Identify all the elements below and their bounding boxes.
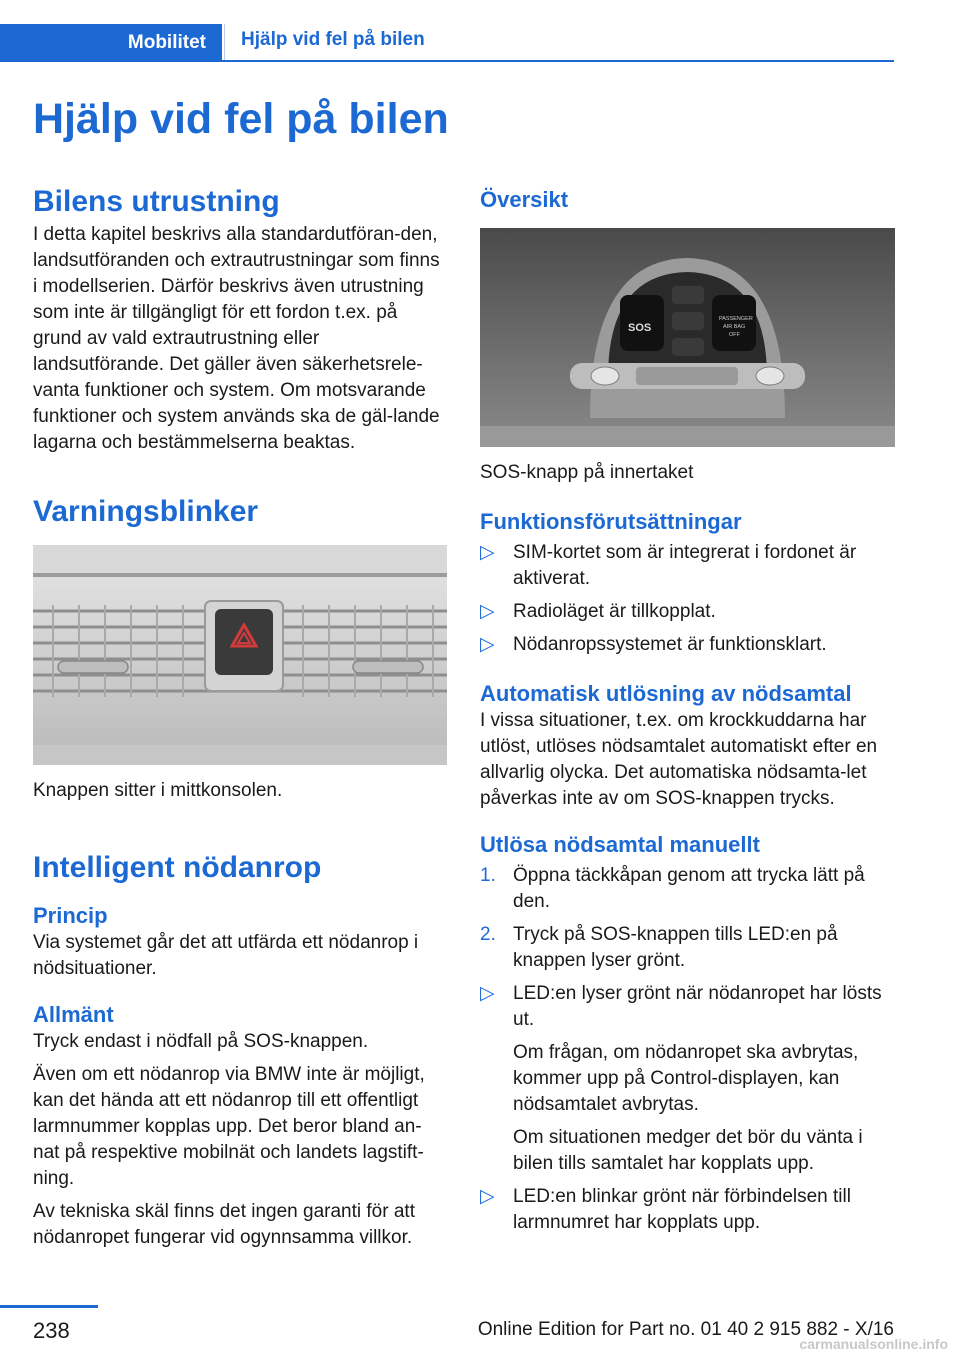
bullet-marker: ▷ xyxy=(480,634,495,655)
bullet-marker: ▷ xyxy=(480,542,495,563)
bullet-marker: ▷ xyxy=(480,983,495,1004)
list-item: ▷ Nödanropssystemet är funktionsklart. xyxy=(480,632,895,658)
overview-heading: Översikt xyxy=(480,187,569,212)
general-heading: Allmänt xyxy=(33,1002,114,1027)
general-text-2: Även om ett nödanrop via BMW inte är möjligt, kan det hända att ett nödanrop till ett offentligt larmnummer kopplas upp. Det beror bland an-nat på respektive mobilnät och landets lagstift-ning. xyxy=(33,1064,425,1189)
edition-text: Online Edition for Part no. 01 40 2 915 882 - X/16 xyxy=(477,1319,894,1340)
airbag-label-3: OFF xyxy=(729,332,740,338)
automatic-heading: Automatisk utlösning av nödsamtal xyxy=(480,681,852,706)
section-tab: Mobilitet xyxy=(0,24,222,62)
header-rule xyxy=(222,60,894,62)
page-number: 238 xyxy=(33,1318,70,1343)
principle-heading: Princip xyxy=(33,903,108,928)
list-item: ▷ SIM-kortet som är integrerat i fordonet är aktiverat. xyxy=(480,542,857,589)
list-item: 2. Tryck på SOS-knappen tills LED:en på knappen lyser grönt. xyxy=(480,924,838,971)
list-item: ▷ LED:en lyser grönt när nödanropet har lösts ut. Om frågan, om nödanropet ska avbrytas, kommer upp på Control-displayen, kan nödsamtalet avbrytas. Om situationen medger det bör du vänta i bilen tills samtalet har kopplats upp. xyxy=(480,983,882,1174)
list-item: ▷ LED:en blinkar grönt när förbindelsen till larmnumret har kopplats upp. xyxy=(480,1186,851,1233)
list-item: ▷ Radioläget är tillkopplat. xyxy=(480,599,895,625)
right-column xyxy=(480,184,895,1236)
roof-console-illustration xyxy=(480,228,895,447)
sos-button-image xyxy=(480,228,895,447)
manual-heading: Utlösa nödsamtal manuellt xyxy=(480,832,760,857)
bullet-marker: ▷ xyxy=(480,1186,495,1207)
airbag-label-2: AIR BAG xyxy=(723,324,746,330)
page-title: Hjälp vid fel på bilen xyxy=(33,95,449,143)
automatic-text: I vissa situationer, t.ex. om krockkuddarna har utlöst, utlöses nödsamtalet automatiskt efter en allvarlig olycka. Det automatiska nödsamta-let påverkas inte av om SOS-knappen trycks. xyxy=(480,710,878,809)
chapter-tab: Hjälp vid fel på bilen xyxy=(241,29,425,50)
header-separator xyxy=(224,24,225,60)
hazard-heading: Varningsblinker xyxy=(33,495,259,528)
prerequisites-heading: Funktionsförutsättningar xyxy=(480,509,742,534)
sos-caption: SOS-knapp på innertaket xyxy=(480,462,694,483)
bullet-marker: ▷ xyxy=(480,601,495,622)
center-console-illustration xyxy=(33,545,447,765)
general-text-3: Av tekniska skäl finns det ingen garanti för att nödanropet fungerar vid ogynnsamma villkor. xyxy=(33,1201,415,1248)
airbag-label-1: PASSENGER xyxy=(719,316,753,322)
manual-steps xyxy=(480,863,895,1236)
prerequisites-list xyxy=(480,540,895,658)
emergency-heading: Intelligent nödanrop xyxy=(33,851,322,884)
equipment-heading: Bilens utrustning xyxy=(33,185,280,218)
equipment-text: I detta kapitel beskrivs alla standardutföran-den, landsutföranden och extrautrustningar som finns i modellserien. Därför beskrivs även utrustning som inte är tillgängligt för ett fordon t.ex. på grund av vald extrautrustning eller landsutförande. Det gäller även säkerhetsrele-vanta funktioner och system. Om motsvarande funktioner och system används ska de gäl-lande lagarna och bestämmelserna beaktas. xyxy=(33,224,440,453)
list-item: 1. Öppna täckkåpan genom att trycka lätt på den. xyxy=(480,865,865,912)
hazard-caption: Knappen sitter i mittkonsolen. xyxy=(33,780,283,801)
footer-rule xyxy=(0,1305,98,1308)
general-text-1: Tryck endast i nödfall på SOS-knappen. xyxy=(33,1031,369,1052)
watermark: carmanualsonline.info xyxy=(799,1336,948,1352)
hazard-button-image xyxy=(33,545,447,765)
sos-label: SOS xyxy=(628,322,652,334)
left-column xyxy=(33,184,447,1251)
principle-text: Via systemet går det att utfärda ett nödanrop i nödsituationer. xyxy=(33,932,419,979)
